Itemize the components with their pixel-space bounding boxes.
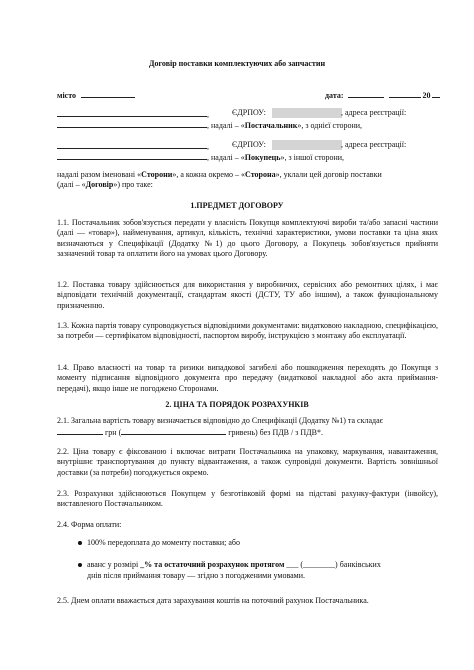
buyer-edrpou-field[interactable]	[272, 140, 342, 150]
year-prefix: 20	[422, 91, 431, 100]
date-year-blank[interactable]	[432, 89, 440, 98]
document-title: Договір поставки комплектуючих або запчастин	[148, 59, 326, 68]
section-2-heading: 2. ЦІНА ТА ПОРЯДОК РОЗРАХУНКІВ	[165, 400, 309, 409]
bullet-dot-1	[78, 541, 82, 545]
buyer-address-label: , адреса реєстрації:	[341, 140, 407, 149]
payment-option-2-cont: днів після приймання товару — згідно з погодженими умовами.	[87, 571, 306, 580]
payment-option-2: аванс у розмірі _% та остаточний розрахунок протягом ___ (________) банківських	[87, 560, 381, 569]
payment-option-1: 100% передоплата до моменту поставки; або	[87, 538, 241, 547]
buyer-name-blank[interactable]	[57, 140, 207, 149]
supplier-edrpou	[232, 108, 342, 118]
total-words-blank[interactable]	[121, 426, 226, 435]
supplier-line-1: ,	[57, 108, 209, 120]
city-line	[57, 89, 135, 101]
supplier-role: Постачальник	[244, 121, 298, 130]
total-amount-blank[interactable]	[57, 426, 103, 435]
supplier-address-label: , адреса реєстрації:	[341, 108, 407, 117]
section-1-heading: 1.ПРЕДМЕТ ДОГОВОРУ	[190, 201, 284, 210]
date-label: дата:	[325, 91, 344, 100]
clause-2-2: 2.2. Ціна товару є фіксованою і включає витрати Постачальника на упаковку, маркування, навантаження, внутрішнє транспортування до пункту відвантаження, а також супровідні документи. Вартість зовнішньої доставки (за потреби) погоджується окремо.	[57, 447, 438, 477]
clause-1-2: 1.2. Поставка товару здійснюється для використання у виробничих, сервісних або ремонтних цілях, і має відповідати технічній документації, стандартам якості (ДСТУ, ТУ або іншим), а також функціональному призначенню.	[57, 280, 438, 310]
clause-2-5: 2.5. Днем оплати вважається дата зарахування коштів на поточний рахунок Постачальника.	[57, 596, 369, 605]
bullet-dot-2	[78, 563, 82, 567]
city-label: місто	[57, 91, 77, 100]
parties-intro: надалі разом іменовані «Сторони», а кожна окремо – «Сторона», уклали цей договір поставки (далі – «Договір») про таке:	[57, 170, 382, 190]
supplier-edrpou-label: ЄДРПОУ:	[232, 108, 266, 117]
clause-1-1: 1.1. Постачальник зобов'язується передати у власність Покупця комплектуючі вироби та/або запасні частини (далі — «товар»), найменування, артикул, кількість, технічні характеристики, умови поставки та ціна яких визначаються у Специфікації (Додатку №1) до цього Договору, а Покупець зобов'язується прийняти зазначений товар та оплатити його на умовах цього Договору.	[57, 218, 438, 259]
date-day-blank[interactable]	[348, 89, 384, 98]
clause-2-1: 2.1. Загальна вартість товару визначається відповідно до Специфікації (Додатку №1) та складає грн ( гривень) без ПДВ / з ПДВ*.	[57, 416, 384, 438]
clause-2-4: 2.4. Форма оплати:	[57, 520, 122, 529]
clause-1-4: 1.4. Право власності на товар та ризики випадкової загибелі або пошкодження переходять до Покупця з моменту підписання відповідного документа про передачу (видаткової накладної або акта приймання-передачі), якщо інше не погоджено Сторонами.	[57, 363, 438, 393]
buyer-edrpou	[232, 140, 342, 150]
supplier-name-blank[interactable]	[57, 108, 207, 117]
supplier-edrpou-field[interactable]	[272, 108, 342, 118]
supplier-line-2: , надалі – «Постачальник», з однієї сторони,	[57, 119, 362, 131]
supplier-address-blank[interactable]	[57, 119, 207, 128]
buyer-address-blank[interactable]	[57, 151, 207, 160]
buyer-role: Покупець	[244, 153, 281, 162]
clause-1-3: 1.3. Кожна партія товару супроводжується відповідними документами: видатковою накладною, специфікацією, за потреби — сертифікатом відповідності, паспортом виробу, інструкцією з монтажу або експлуатації.	[57, 321, 438, 341]
date-month-blank[interactable]	[389, 89, 421, 98]
city-blank[interactable]	[81, 89, 135, 98]
date-line	[325, 89, 440, 101]
buyer-line-2: , надалі – «Покупець», з іншої сторони,	[57, 151, 344, 163]
buyer-line-1: ,	[57, 140, 209, 152]
clause-2-3: 2.3. Розрахунки здійснюються Покупцем у безготівковій формі на підставі рахунку-фактури (інвойсу), виставленого Постачальником.	[57, 489, 438, 509]
buyer-edrpou-label: ЄДРПОУ:	[232, 140, 266, 149]
